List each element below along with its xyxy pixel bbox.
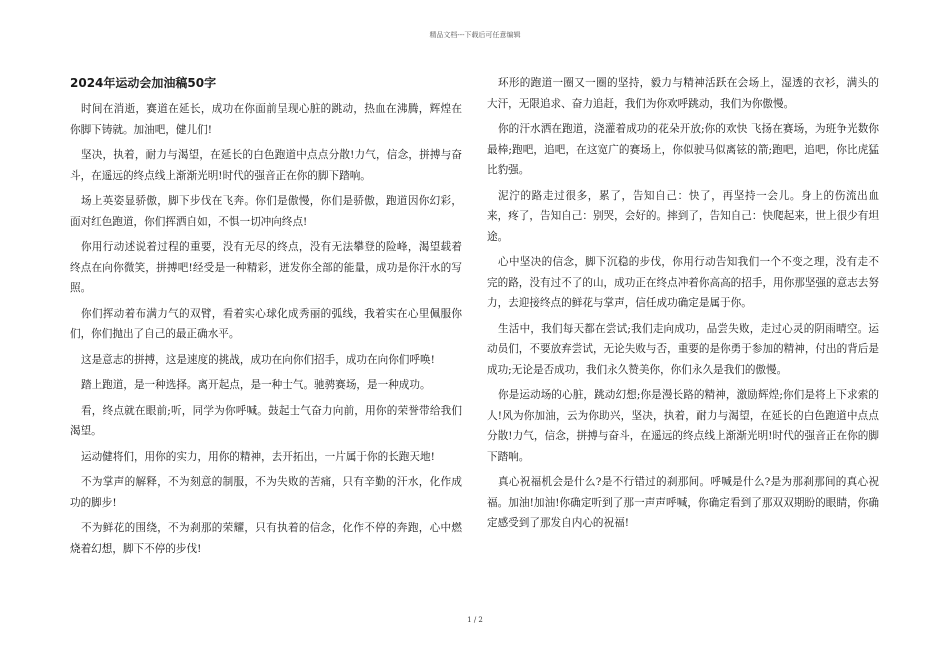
paragraph: 你的汗水洒在跑道，浇灌着成功的花朵开放;你的欢快 飞扬在赛场，为班争光数你最棒;跑吧，追吧，在这宽广的赛场上，你似驶马似离铉的箭;跑吧，追吧，你比虎猛比豹强。: [487, 123, 879, 176]
paragraph: 踏上跑道，是一种选择。离开起点，是一种士气。驰骋赛场，是一种成功。: [81, 379, 431, 391]
paragraph: 坚决，执着，耐力与渴望，在延长的白色跑道中点点分散!力气，信念，拼搏与奋斗，在遥远的终点线上渐渐光明!时代的强音正在你的脚下踏响。: [70, 149, 462, 182]
paragraph: 你是运动场的心脏，跳动幻想;你是漫长路的精神，激励辉煌;你们是将上下求索的人!风为你加油，云为你助兴，坚决，执着，耐力与渴望，在延长的白色跑道中点点分散!力气，信念，拼搏与奋斗，在遥远的终点线上渐渐光明!时代的强音正在你的脚下踏响。: [487, 389, 879, 463]
paragraph: 心中坚决的信念，脚下沉稳的步伐，你用行动告知我们一个不变之理，没有走不完的路，没有过不了的山，成功正在终点冲着你高高的招手，用你那坚强的意志去努力，去迎接终点的鲜花与掌声，信任成功确定是属于你。: [487, 256, 879, 309]
left-paragraphs: [70, 99, 462, 559]
right-column: [487, 73, 879, 539]
paragraph: 场上英姿显骄傲，脚下步伐在飞奔。你们是傲慢，你们是骄傲，跑道因你幻彩，面对红色跑道，你们挥洒自如，不惧一切冲向终点!: [70, 195, 462, 228]
paragraph: 这是意志的拼搏，这是速度的挑战，成功在向你们招手，成功在向你们呼唤!: [81, 353, 435, 366]
right-paragraphs: [487, 73, 879, 534]
paragraph: 时间在消逝，赛道在延长，成功在你面前呈现心脏的跳动，热血在沸腾，辉煌在你脚下铸就。加油吧，健儿们!: [70, 103, 462, 136]
paragraph: 环形的跑道一圈又一圈的坚持，毅力与精神活跃在会场上，湿透的衣衫，满头的大汗，无限追求、奋力追赶，我们为你欢呼跳动，我们为你傲慢。: [487, 77, 879, 110]
page-header: 精品文档---下载后可任意编辑: [429, 31, 521, 39]
paragraph: 不为鲜花的围绕，不为刹那的荣耀，只有执着的信念，化作不停的奔跑，心中燃烧着幻想，脚下不停的步伐!: [70, 522, 462, 555]
paragraph: 看，终点就在眼前;听，同学为你呼喊。鼓起士气奋力向前，用你的荣誉带给我们渴望。: [70, 404, 462, 437]
paragraph: 生活中，我们每天都在尝试;我们走向成功，品尝失败，走过心灵的阴雨晴空。运动员们，不要放弃尝试，无论失败与否，重要的是你勇于参加的精神，付出的背后是成功;无论是否成功，我们永久赞美你，你们永久是我们的傲慢。: [487, 322, 879, 376]
paragraph: 泥泞的路走过很多，累了，告知自己：快了，再坚持一会儿。身上的伤流出血来，疼了，告知自己：别哭，会好的。摔到了，告知自己：快爬起来，世上很少有坦途。: [487, 189, 879, 243]
paragraph: 真心祝福机会是什么?是不行错过的刹那间。呼喊是什么?是为那刹那间的真心祝福。加油!加油!你确定听到了那一声声呼喊，你确定看到了那双双期盼的眼睛，你确定感受到了那发自内心的祝福!: [487, 476, 879, 529]
paragraph: 你们挥动着布满力气的双臂，看着实心球化成秀丽的弧线，我着实在心里佩服你们，你们抛出了自己的最正确水平。: [70, 307, 462, 340]
paragraph: 运动健将们，用你的实力，用你的精神，去开拓出，一片属于你的长跑天地!: [81, 450, 435, 463]
paragraph: 不为掌声的解释，不为刻意的制服，不为失败的苦痛，只有辛勤的汗水，化作成功的脚步!: [70, 476, 462, 509]
left-column: [70, 73, 462, 564]
page-number: 1 / 2: [467, 616, 483, 624]
document-title: 2024年运动会加油稿50字: [70, 76, 217, 90]
paragraph: 你用行动述说着过程的重要，没有无尽的终点，没有无法攀登的险峰，渴望载着终点在向你微笑，拼搏吧!经受是一种精彩，迸发你全部的能量，成功是你汗水的写照。: [70, 241, 462, 294]
